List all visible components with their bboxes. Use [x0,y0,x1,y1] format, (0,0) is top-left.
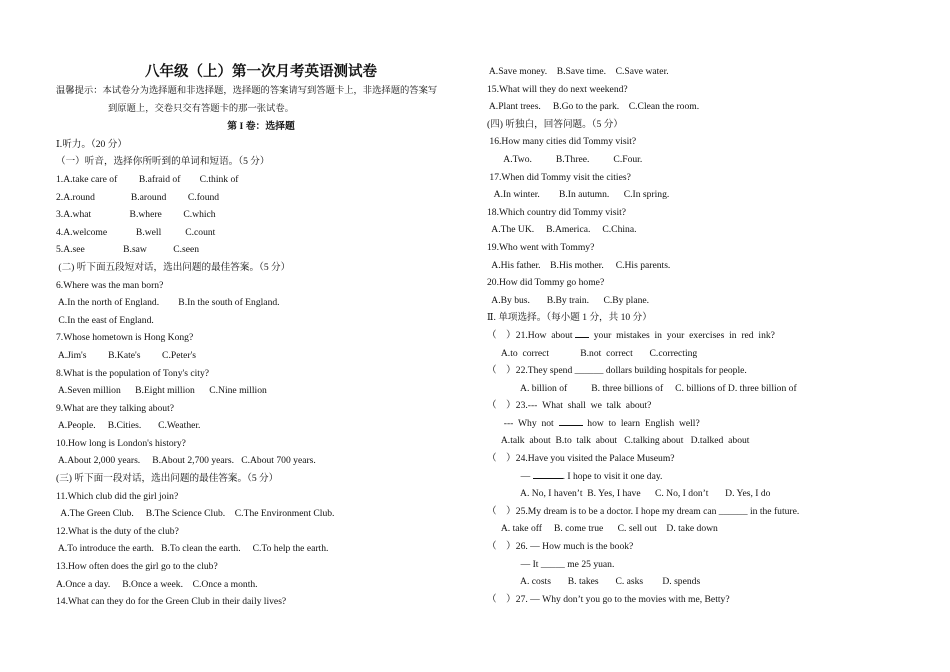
question-line: A.Save money. B.Save time. C.Save water. [487,66,669,77]
question-line: 15.What will they do next weekend? [487,83,628,95]
exam-hint-line-1: 温馨提示：本试卷分为选择题和非选择题，选择题的答案请写到答题卡上，非选择题的答案写 [56,86,438,96]
question-line: 7.Whose hometown is Hong Kong? [56,332,194,344]
question-line: 4.A.welcome B.well C.count [56,226,216,238]
question-line: 18.Which country did Tommy visit? [487,206,627,218]
question-line: 10.How long is London's history? [56,437,186,449]
question-line: (二) 听下面五段短对话，选出问题的最佳答案。（5 分） [56,261,291,273]
question-line: （ ）23.--- What shall we talk about? [487,400,652,412]
question-line: A.In winter. B.In autumn. C.In spring. [487,189,670,201]
question-line: 9.What are they talking about? [56,402,175,414]
question-line: 3.A.what B.where C.which [56,209,216,221]
question-line: 11.Which club did the girl join? [56,490,179,502]
question-line: A. take off B. come true C. sell out D. take down [487,523,718,535]
question-line: A.The Green Club. B.The Science Club. C.The Environment Club. [56,508,335,520]
question-line: A.Seven million B.Eight million C.Nine million [56,385,267,397]
question-line: （ ）26. — How much is the book? [487,541,634,553]
question-line: （ ）22.They spend ______ dollars building hospitals for people. [487,365,747,377]
question-line: A. billion of B. three billions of C. billions of D. three billion of [487,382,797,394]
question-line: Ⅱ. 单项选择。（每小题 1 分，共 10 分） [487,312,652,324]
question-line: A.Plant trees. B.Go to the park. C.Clean the room. [487,101,700,113]
question-21-tail: your mistakes in your exercises in red ink? [588,329,775,341]
question-line: A.Jim's B.Kate's C.Peter's [56,349,197,361]
question-line: A.talk about B.to talk about C.talking about D.talked about [487,435,750,447]
question-23-reply-line [487,415,887,433]
left-column [56,0,466,611]
question-line: A.By bus. B.By train. C.By plane. [487,294,650,306]
right-column [487,0,887,608]
question-line: A.People. B.Cities. C.Weather. [56,420,201,432]
question-line: Ⅰ.听力。（20 分） [56,138,127,150]
question-line: （一）听音，选择你所听到的单词和短语。（5 分） [56,156,270,168]
question-line: A.to correct B.not correct C.correcting [487,347,698,359]
question-line: 6.Where was the man born? [56,279,164,291]
question-line: 12.What is the duty of the club? [56,525,179,537]
question-line: A. costs B. takes C. asks D. spends [487,576,701,588]
question-24-stem: — [487,470,531,482]
question-line: 5.A.see B.saw C.seen [56,244,200,256]
question-21-stem: （ ）21.How about [487,329,573,341]
question-line: 2.A.round B.around C.found [56,191,220,203]
question-line: (三) 听下面一段对话，选出问题的最佳答案。（5 分） [56,473,279,485]
question-line: （ ）24.Have you visited the Palace Museum? [487,453,675,465]
section-heading: 第 I 卷：选择题 [227,121,295,133]
answer-blank[interactable] [575,328,589,338]
question-line: A.In the north of England. B.In the south of England. [56,297,280,309]
question-line: 16.How many cities did Tommy visit? [487,136,637,148]
question-line: 13.How often does the girl go to the club? [56,561,218,573]
question-line: — It _____ me 25 yuan. [487,558,615,570]
exam-hint-line-2: 到原题上，交卷只交有答题卡的那一张试卷。 [108,103,294,114]
left-questions [56,136,466,611]
answer-blank[interactable] [533,469,563,479]
question-line: （ ）27. — Why don’t you go to the movies with me, Betty? [487,593,730,605]
exam-title: 八年级（上）第一次月考英语测试卷 [145,64,377,80]
question-line: 17.When did Tommy visit the cities? [487,171,631,183]
question-line: 19.Who went with Tommy? [487,241,595,253]
answer-blank[interactable] [559,416,583,426]
question-23-tail: how to learn English well? [582,417,700,429]
question-line: A.His father. B.His mother. C.His parents. [487,259,671,271]
question-line: 20.How did Tommy go home? [487,277,605,289]
question-24-tail: . I hope to visit it one day. [562,470,663,482]
question-line: A.Once a day. B.Once a week. C.Once a month. [56,578,258,590]
question-21-line [487,327,887,345]
question-line: 1.A.take care of B.afraid of C.think of [56,173,239,185]
question-line: A.Two. B.Three. C.Four. [487,153,643,165]
question-line: A.The UK. B.America. C.China. [487,224,637,236]
question-line: A.To introduce the earth. B.To clean the earth. C.To help the earth. [56,543,329,555]
question-line: 8.What is the population of Tony's city? [56,367,210,379]
question-line: A.About 2,000 years. B.About 2,700 years. C.About 700 years. [56,455,316,467]
question-line: （ ）25.My dream is to be a doctor. I hope my dream can ______ in the future. [487,505,800,517]
question-line: A. No, I haven’t B. Yes, I have C. No, I don’t D. Yes, I do [487,488,771,500]
question-line: (四) 听独白，回答问题。（5 分） [487,118,623,130]
question-24-reply-line [487,468,887,486]
question-23-stem: --- Why not [487,417,554,429]
question-line: C.In the east of England. [56,314,154,326]
question-line: 14.What can they do for the Green Club in their daily lives? [56,596,287,608]
